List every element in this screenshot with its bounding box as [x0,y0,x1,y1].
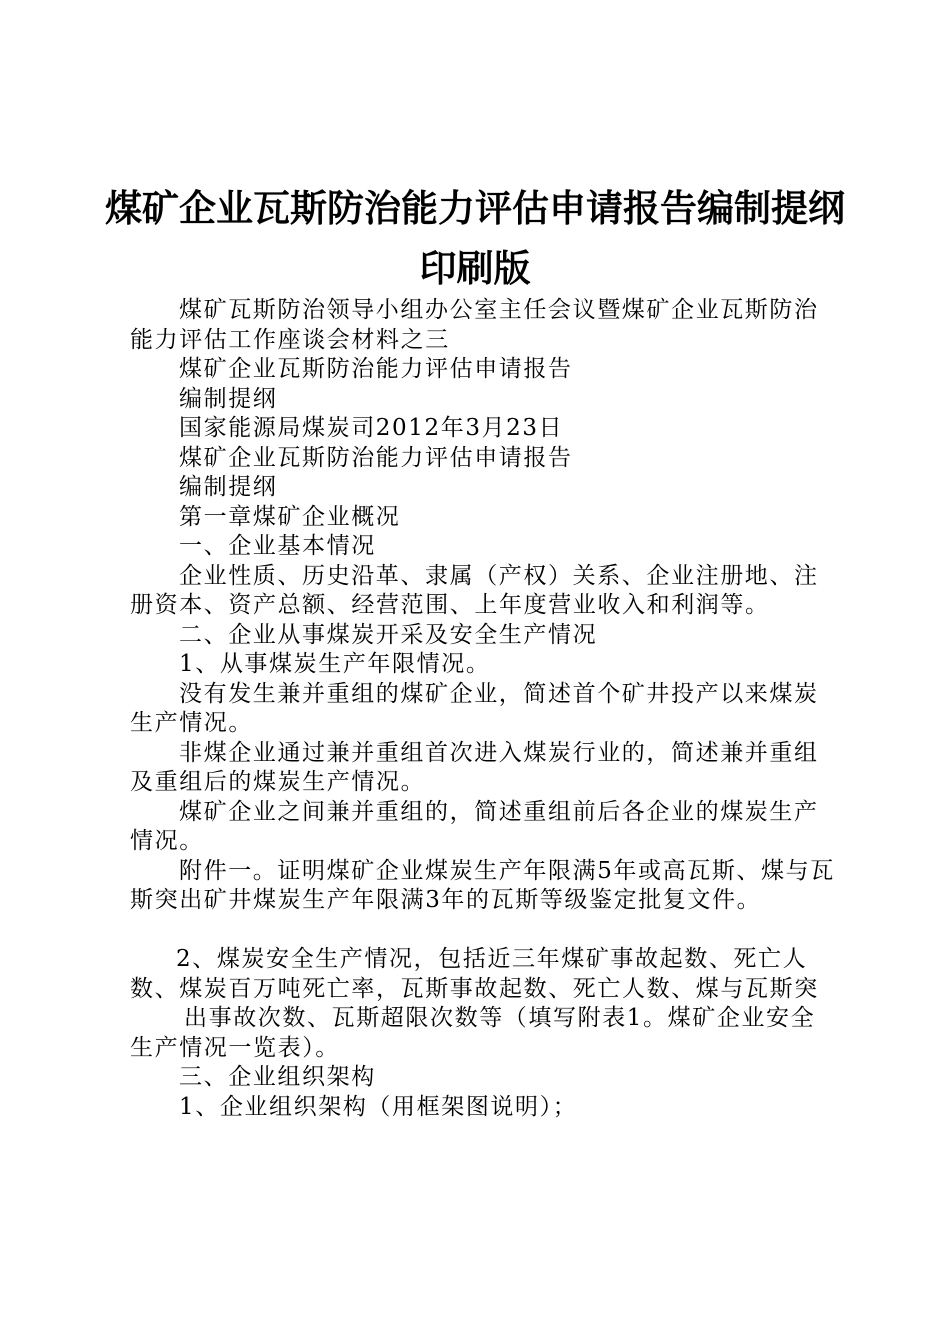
chapter-heading: 第一章煤矿企业概况 [179,503,401,530]
item-organization-structure: 1、企业组织架构（用框架图说明）； [179,1093,578,1120]
paragraph-outburst-events: 出事故次数、瓦斯超限次数等（填写附表1。煤矿企业安全生产情况一览表）。 [130,1005,816,1061]
paragraph-coal-merger: 煤矿企业之间兼并重组的，简述重组前后各企业的煤炭生产情况。 [130,798,819,854]
paragraph-outline-label-repeat: 编制提纲 [179,474,278,500]
paragraph-no-merger: 没有发生兼并重组的煤矿企业，简述首个矿井投产以来煤炭生产情况。 [130,680,819,736]
paragraph-attachment-one: 附件一。证明煤矿企业煤炭生产年限满5年或高瓦斯、煤与瓦斯突出矿井煤炭生产年限满3年的瓦斯等级鉴定批复文件。 [130,857,835,913]
section-heading-basic-info: 一、企业基本情况 [179,533,376,559]
section-heading-organization: 三、企业组织架构 [179,1064,376,1090]
item-safety-production: 2、煤炭安全生产情况，包括近三年煤矿事故起数、死亡人数、煤炭百万吨死亡率，瓦斯事故起数、死亡人数、煤与瓦斯突 [130,946,819,1002]
document-body [130,296,835,1122]
section-heading-mining-safety: 二、企业从事煤炭开采及安全生产情况 [179,621,598,648]
paragraph-report-title: 煤矿企业瓦斯防治能力评估申请报告 [179,356,573,382]
paragraph-issuer-date: 国家能源局煤炭司2012年3月23日 [179,415,564,441]
item-production-years: 1、从事煤炭生产年限情况。 [179,651,491,677]
paragraph-enterprise-nature: 企业性质、历史沿革、隶属（产权）关系、企业注册地、注册资本、资产总额、经营范围、上年度营业收入和利润等。 [130,562,819,618]
paragraph-report-title-repeat: 煤矿企业瓦斯防治能力评估申请报告 [179,444,573,471]
paragraph-outline-label: 编制提纲 [179,385,278,412]
document-title-line-1: 煤矿企业瓦斯防治能力评估申请报告编制提纲 [105,187,845,230]
document-title-line-2: 印刷版 [419,247,531,290]
paragraph-non-coal-merger: 非煤企业通过兼并重组首次进入煤炭行业的，简述兼并重组及重组后的煤炭生产情况。 [130,739,819,795]
blank-line [130,916,835,946]
paragraph-meeting-material: 煤矿瓦斯防治领导小组办公室主任会议暨煤矿企业瓦斯防治能力评估工作座谈会材料之三 [130,297,819,353]
